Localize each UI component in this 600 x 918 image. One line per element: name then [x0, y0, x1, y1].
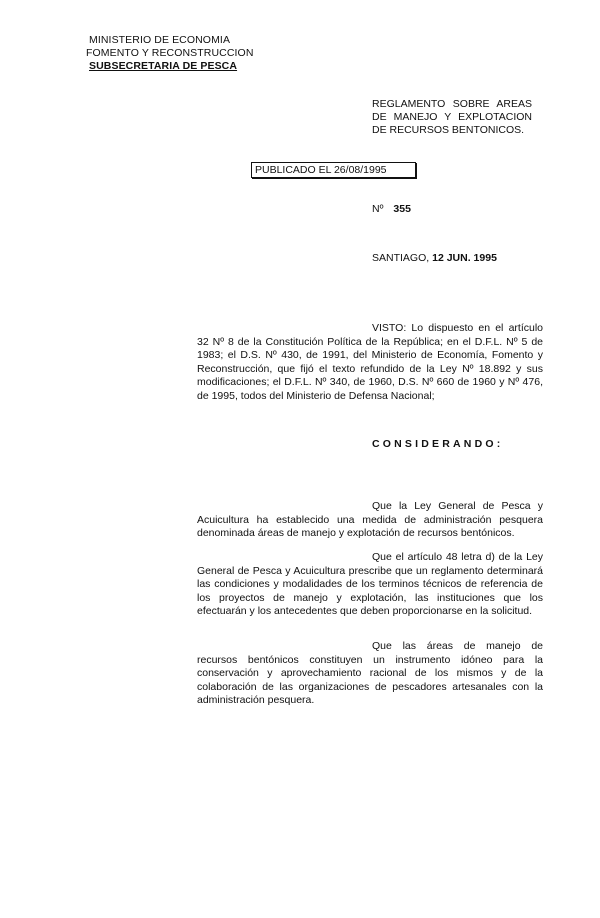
subsecretaria-name: SUBSECRETARIA DE PESCA — [89, 60, 238, 72]
decree-number-value: 355 — [393, 203, 411, 215]
considerando-paragraph-2: Que el artículo 48 letra d) de la Ley General de Pesca y Acuicultura prescribe que un reglamento determinará las condiciones y modalidades de los terminos técnicos de referencia de los proyectos de manejo y explotación, las instituciones que los efectuarán y los antecedentes que deben proporcionarse en la solicitud. — [197, 551, 543, 618]
decree-number-label: Nº — [372, 203, 384, 215]
title-line-3: DE RECURSOS BENTONICOS. — [372, 124, 525, 136]
ministry-subtitle: FOMENTO Y RECONSTRUCCION — [86, 47, 254, 59]
date-value: 12 JUN. 1995 — [432, 252, 497, 264]
ministry-name: MINISTERIO DE ECONOMIA — [89, 34, 231, 46]
decree-number — [372, 203, 411, 216]
ministry-header — [86, 34, 254, 73]
title-line-2: DE MANEJO Y EXPLOTACION — [372, 111, 532, 123]
published-stamp: PUBLICADO EL 26/08/1995 — [251, 162, 416, 178]
title-line-1: REGLAMENTO SOBRE AREAS — [372, 98, 532, 110]
decree-date — [372, 252, 497, 265]
considerando-heading: CONSIDERANDO: — [372, 438, 504, 450]
regulation-title — [372, 98, 532, 137]
considerando-paragraph-1: Que la Ley General de Pesca y Acuicultura ha establecido una medida de administración pesquera denominada áreas de manejo y explotación de recursos bentónicos. — [197, 500, 543, 540]
considerando-paragraph-3: Que las áreas de manejo de recursos bentónicos constituyen un instrumento idóneo para la conservación y aprovechamiento racional de los mismos y de la colaboración de las organizaciones de pescadores artesanales con la administración pesquera. — [197, 640, 543, 707]
date-place: SANTIAGO, — [372, 252, 430, 264]
visto-paragraph: VISTO: Lo dispuesto en el artículo 32 Nº 8 de la Constitución Política de la República; en el D.F.L. Nº 5 de 1983; el D.S. Nº 430, de 1991, del Ministerio de Economía, Fomento y Reconstrucción, que fijó el texto refundido de la Ley Nº 18.892 y sus modificaciones; el D.F.L. Nº 340, de 1960, D.S. Nº 660 de 1960 y Nº 476, de 1995, todos del Ministerio de Defensa Nacional; — [197, 322, 543, 402]
